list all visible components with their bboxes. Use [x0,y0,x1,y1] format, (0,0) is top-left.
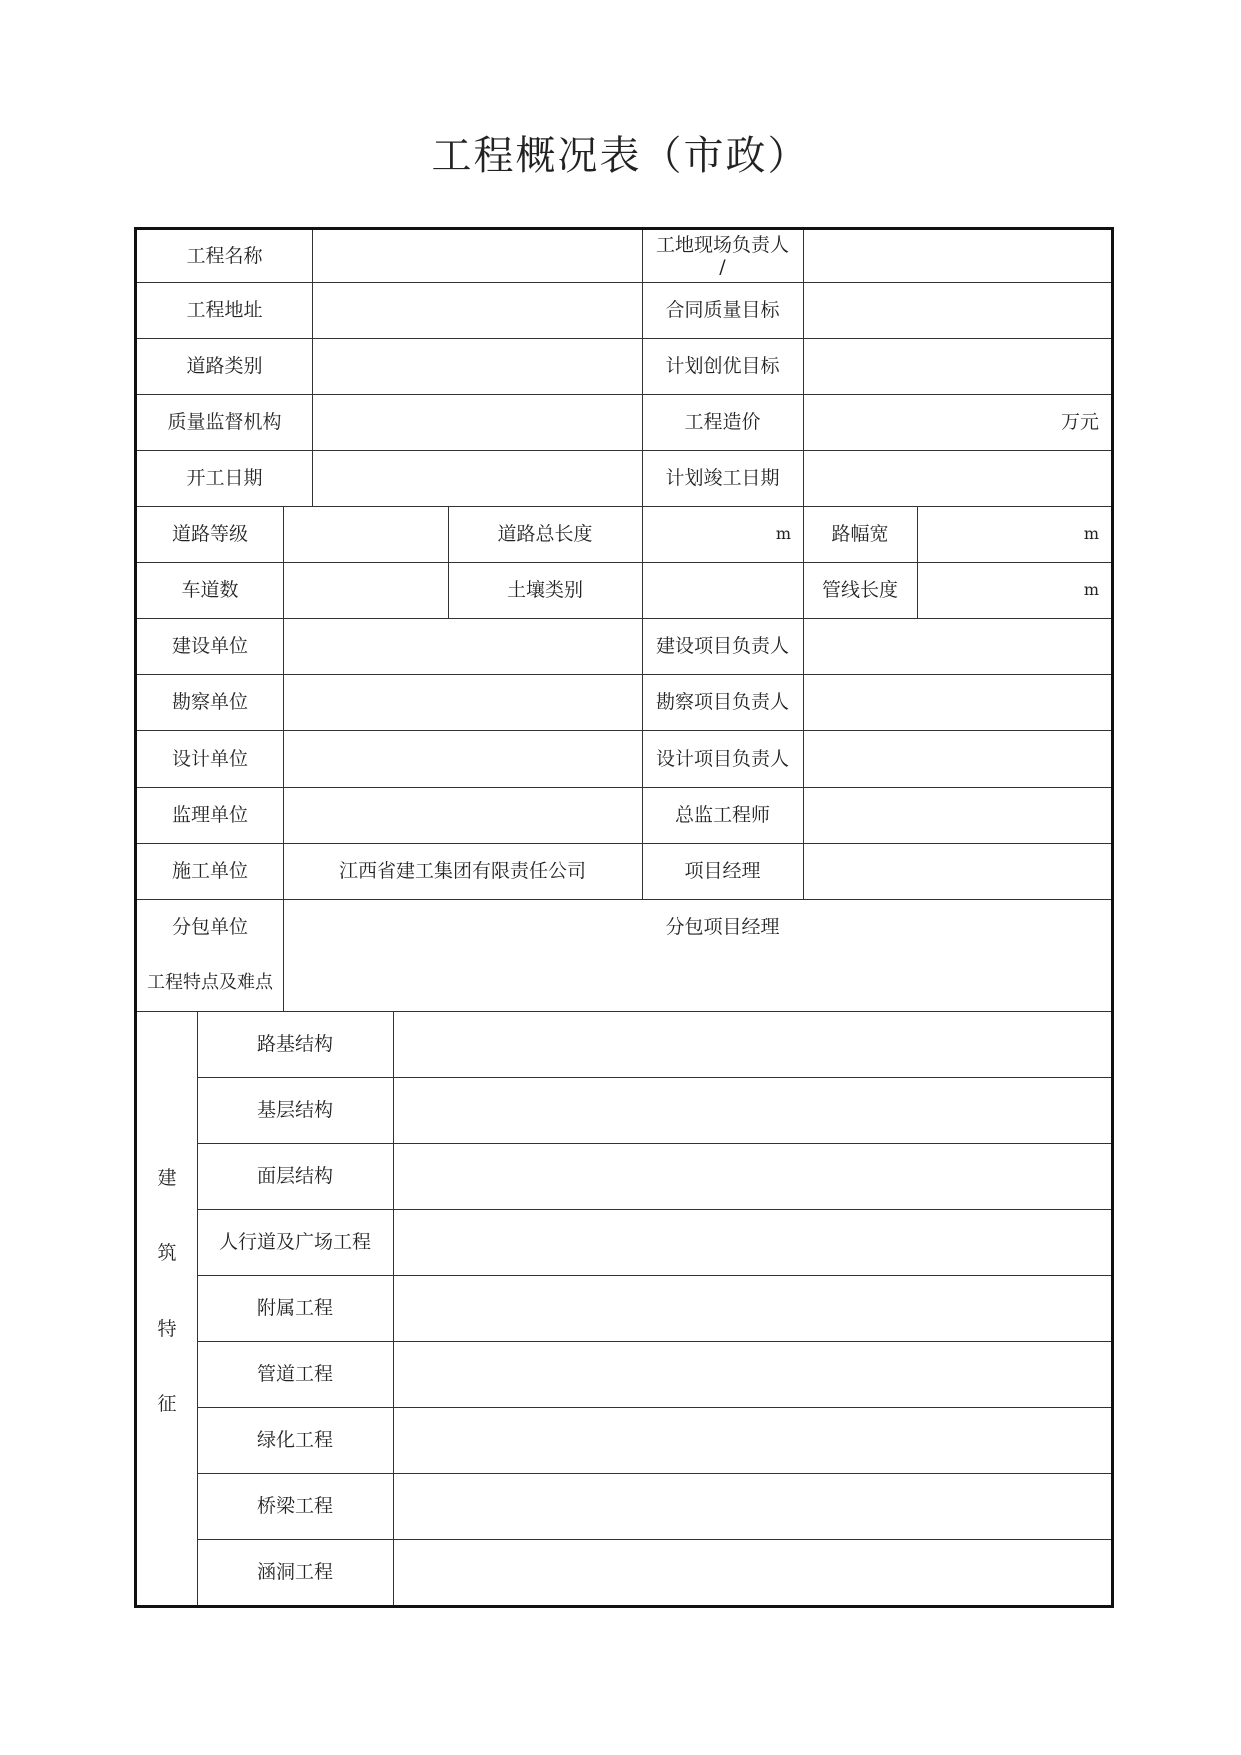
label-survey-project-manager: 勘察项目负责人 [655,691,789,713]
label-site-manager [642,230,803,282]
label-planned-excellence-goal: 计划创优目标 [665,355,780,377]
label-site-manager-line1: 工地现场负责人 [655,234,789,256]
column-divider [283,899,284,955]
label-soil-type: 土壤类别 [506,579,583,601]
contractor-unit-value: 江西省建工集团有限责任公司 [338,860,586,882]
label-bridge-works: 桥梁工程 [256,1495,333,1517]
label-pipeline-length: 管线长度 [821,579,898,601]
label-lane-count: 车道数 [181,579,239,601]
label-sidewalk-and-square: 人行道及广场工程 [218,1231,371,1253]
label-construction-unit: 建设单位 [171,635,248,657]
label-project-address: 工程地址 [186,299,263,321]
road-width-unit: m [1083,524,1099,543]
label-project-manager: 项目经理 [684,860,761,882]
page-title: 工程概况表（市政） [431,133,810,179]
label-subgrade-structure: 路基结构 [256,1033,333,1055]
building-features-char: 筑 [157,1242,177,1265]
building-features-char: 建 [157,1167,177,1189]
label-contractor-unit: 施工单位 [171,860,248,882]
column-divider [803,618,804,899]
label-road-category: 道路类别 [186,355,263,377]
label-survey-unit: 勘察单位 [171,691,248,713]
label-chief-supervision-engineer: 总监工程师 [674,804,770,826]
project-cost-unit: 万元 [1060,411,1099,433]
label-building-features [137,1166,197,1416]
pipeline-length-unit: m [1083,580,1099,599]
label-design-project-manager: 设计项目负责人 [655,747,789,770]
label-ancillary-works: 附属工程 [256,1297,333,1319]
column-divider [283,506,284,899]
label-site-manager-line2: / [719,256,726,278]
label-base-structure: 基层结构 [256,1099,333,1121]
column-divider [283,955,284,1011]
label-road-width: 路幅宽 [831,523,889,545]
label-supervision-unit: 监理单位 [171,804,248,826]
label-project-name: 工程名称 [186,245,263,267]
label-start-date: 开工日期 [186,467,263,489]
label-quality-supervision-agency: 质量监督机构 [167,411,282,433]
label-subcontract-unit: 分包单位 [171,916,248,938]
column-divider [393,1011,394,1605]
building-features-char: 特 [157,1317,177,1340]
label-planned-completion-date: 计划竣工日期 [665,467,780,489]
label-contract-quality-goal: 合同质量目标 [665,299,780,321]
label-road-grade: 道路等级 [171,523,248,545]
label-project-cost: 工程造价 [684,411,761,433]
label-greening-works: 绿化工程 [256,1429,333,1451]
label-pipeline-works: 管道工程 [256,1363,333,1385]
road-total-length-unit: m [775,524,791,543]
label-features-and-difficulties: 工程特点及难点 [147,972,273,993]
label-road-total-length: 道路总长度 [497,523,593,545]
label-culvert-works: 涵洞工程 [256,1561,333,1583]
project-overview-form [134,227,1114,1608]
label-surface-structure: 面层结构 [256,1165,333,1187]
column-divider [312,230,313,506]
building-features-char: 征 [157,1392,177,1415]
label-construction-project-manager: 建设项目负责人 [655,635,789,657]
column-divider [803,230,804,506]
label-subcontract-project-manager: 分包项目经理 [665,916,780,938]
label-design-unit: 设计单位 [171,747,248,770]
